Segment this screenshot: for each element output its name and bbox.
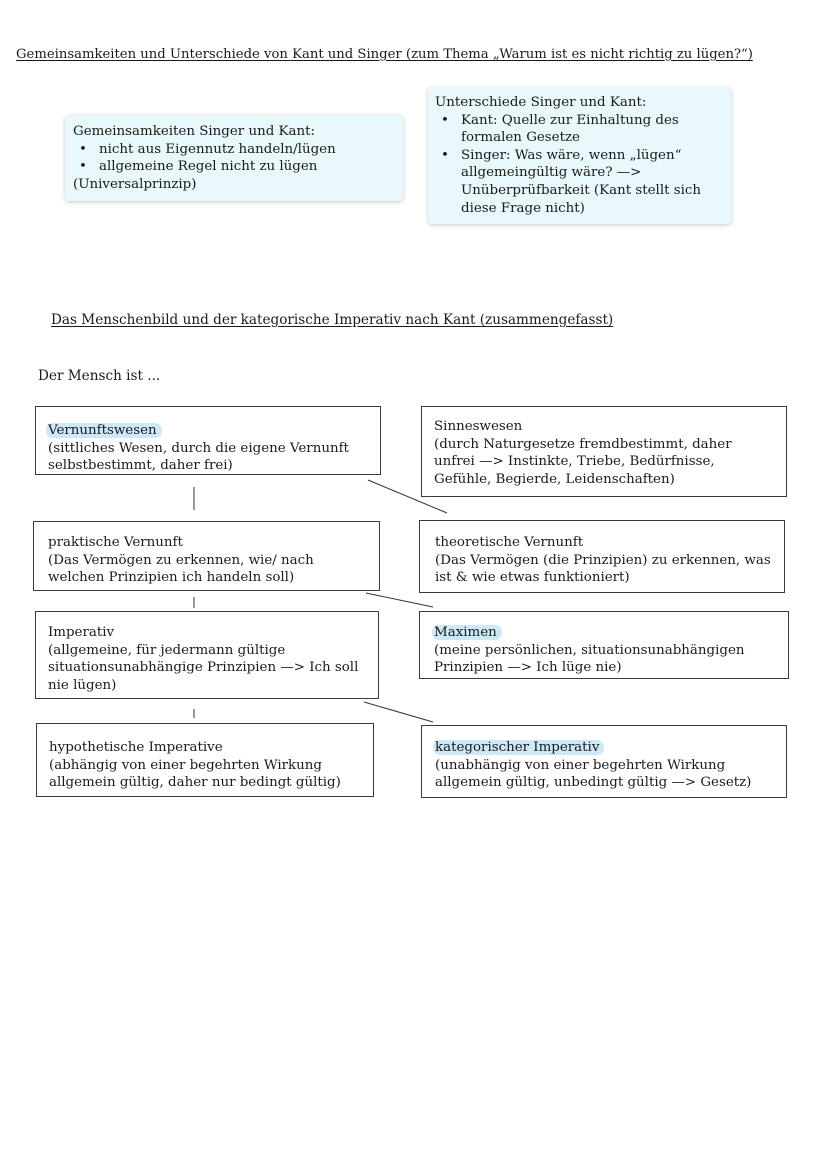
box-praktische-vernunft (33, 521, 380, 591)
note-differences-heading: Unterschiede Singer und Kant: (435, 95, 647, 110)
box-title: theoretische Vernunft (435, 535, 584, 550)
connector-line (364, 702, 433, 722)
box-title: hypothetische Imperative (49, 740, 223, 755)
box-title: praktische Vernunft (48, 535, 183, 550)
box-theoretische-vernunft (419, 520, 785, 593)
intro-text: Der Mensch ist ... (38, 368, 161, 384)
box-vernunftswesen (35, 406, 381, 475)
box-kategorischer-imperativ (421, 725, 787, 798)
box-title: Maximen (432, 625, 502, 640)
box-body: (allgemeine, für jedermann gültige situationsunabhängige Prinzipien —> Ich soll nie lügen) (48, 642, 359, 693)
box-body: (durch Naturgesetze fremdbestimmt, daher unfrei —> Instinkte, Triebe, Bedürfnisse, Gefühle, Begierde, Leidenschaften) (434, 436, 732, 487)
box-title: Imperativ (48, 625, 115, 640)
box-body: (unabhängig von einer begehrten Wirkung allgemein gültig, unbedingt gültig —> Gesetz) (435, 757, 752, 791)
note-common-footer: (Universalprinzip) (73, 176, 197, 192)
page-title: Gemeinsamkeiten und Unterschiede von Kant und Singer (zum Thema „Warum ist es nicht richtig zu lügen?“) (16, 47, 753, 62)
list-item: • nicht aus Eigennutz handeln/lügen (73, 141, 395, 159)
box-title: Sinneswesen (434, 419, 523, 434)
note-common-heading: Gemeinsamkeiten Singer und Kant: (73, 124, 316, 139)
box-sinneswesen (421, 406, 787, 497)
box-imperativ (35, 611, 379, 699)
box-body: (Das Vermögen zu erkennen, wie/ nach welchen Prinzipien ich handeln soll) (48, 552, 314, 586)
list-item: • Singer: Was wäre, wenn „lügen“ allgemeingültig wäre? —> Unüberprüfbarkeit (Kant stellt sich diese Frage nicht) (435, 147, 725, 217)
list-item: • allgemeine Regel nicht zu lügen (73, 158, 395, 176)
box-body: (meine persönlichen, situationsunabhängigen Prinzipien —> Ich lüge nie) (434, 642, 745, 676)
box-title: Vernunftswesen (46, 423, 162, 438)
list-item: • Kant: Quelle zur Einhaltung des formalen Gesetze (435, 112, 725, 147)
connector-line (366, 593, 433, 607)
box-maximen (419, 611, 789, 679)
box-body: (sittliches Wesen, durch die eigene Vernunft selbstbestimmt, daher frei) (48, 440, 349, 474)
box-hypothetische-imperative (36, 723, 374, 797)
box-body: (Das Vermögen (die Prinzipien) zu erkennen, was ist & wie etwas funktioniert) (435, 552, 771, 586)
box-title: kategorischer Imperativ (433, 740, 604, 755)
box-body: (abhängig von einer begehrten Wirkung allgemein gültig, daher nur bedingt gültig) (49, 757, 341, 791)
section-title: Das Menschenbild und der kategorische Imperativ nach Kant (zusammengefasst) (51, 312, 614, 328)
